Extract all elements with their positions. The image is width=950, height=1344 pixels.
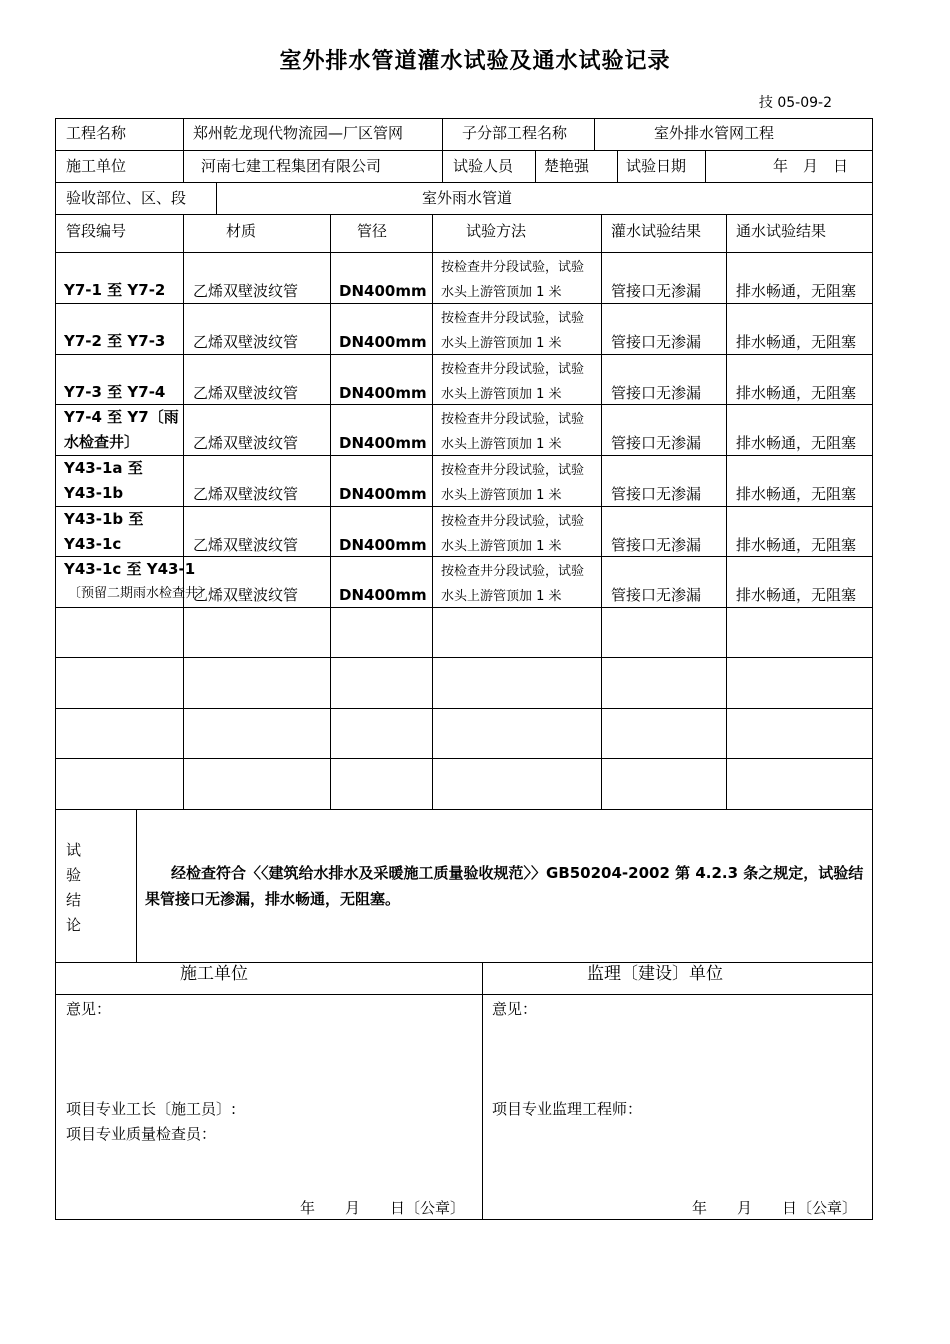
segment-id-line2: 水检查井〕 [64,433,140,451]
contractor-label: 施工单位 [66,157,127,175]
conclusion-label-char: 论 [66,916,82,934]
contractor-value: 河南七建工程集团有限公司 [201,157,382,175]
conclusion-label-char: 验 [66,866,82,884]
supervisor-opinion-label: 意见： [492,1000,538,1018]
segment-id-line2: Y43-1c [64,535,122,553]
segment-id-line1: Y43-1c 至 Y43-1 [64,560,196,578]
location-value: 室外雨水管道 [422,189,513,207]
method-line1: 按检查井分段试验，试验 [441,564,585,579]
flow-result-cell: 排水畅通，无阻塞 [736,586,857,604]
method-line2: 水头上游管顶加 1 米 [441,539,562,554]
rule [183,118,184,182]
method-line1: 按检查井分段试验，试验 [441,362,585,377]
conclusion-label [66,838,86,938]
method-line2: 水头上游管顶加 1 米 [441,285,562,300]
rule [55,150,873,151]
flow-result-cell: 排水畅通，无阻塞 [736,282,857,300]
method-line1: 按检查井分段试验，试验 [441,412,585,427]
flow-result-cell: 排水畅通，无阻塞 [736,384,857,402]
flow-result-cell: 排水畅通，无阻塞 [736,434,857,452]
contractor-date-seal: 年 月 日〔公章〕 [300,1199,466,1217]
project-name-label: 工程名称 [66,124,127,142]
segment-id-line2: Y7-2 至 Y7-3 [64,332,166,350]
method-line2: 水头上游管顶加 1 米 [441,589,562,604]
test-date-label: 试验日期 [626,157,687,175]
fill-result-cell: 管接口无渗漏 [611,434,702,452]
rule [55,455,873,456]
sub-project-value: 室外排水管网工程 [654,124,775,142]
rule [482,962,483,1220]
material-cell: 乙烯双壁波纹管 [193,586,299,604]
flow-result-cell: 排水畅通，无阻塞 [736,333,857,351]
method-line2: 水头上游管顶加 1 米 [441,488,562,503]
test-date-value: 年 月 日 [773,157,849,175]
conclusion-text: 经检查符合〈〈建筑给水排水及采暖施工质量验收规范〉〉GB50204-2002 第 4.2.3 条之规定，试验结果管接口无渗漏，排水畅通，无阻塞。 [145,864,864,908]
rule [55,252,873,253]
diameter-cell: DN400mm [339,282,427,300]
method-line2: 水头上游管顶加 1 米 [441,387,562,402]
diameter-cell: DN400mm [339,536,427,554]
supervisor-signature-label: 项目专业监理工程师： [492,1100,643,1118]
diameter-cell: DN400mm [339,485,427,503]
conclusion-label-char: 试 [66,841,82,859]
inspector-signature-label: 项目专业质量检查员： [66,1125,217,1143]
rule [55,758,873,759]
rule [442,118,443,182]
sub-project-label: 子分部工程名称 [462,124,568,142]
segment-id-line2: Y7-3 至 Y7-4 [64,383,166,401]
fill-result-cell: 管接口无渗漏 [611,586,702,604]
segment-id-line2: 〔预留二期雨水检查井〕 [68,586,212,601]
material-cell: 乙烯双壁波纹管 [193,384,299,402]
material-cell: 乙烯双壁波纹管 [193,333,299,351]
rule [55,214,873,215]
location-label: 验收部位、区、段 [66,189,187,207]
diameter-cell: DN400mm [339,333,427,351]
rule [55,708,873,709]
segment-id-line1: Y7-4 至 Y7〔雨 [64,408,179,426]
diameter-cell: DN400mm [339,434,427,452]
diameter-cell: DN400mm [339,586,427,604]
flow-result-cell: 排水畅通，无阻塞 [736,536,857,554]
fill-result-cell: 管接口无渗漏 [611,282,702,300]
rule [55,994,873,995]
rule [216,182,217,214]
rule [535,150,536,182]
segment-id-line2: Y7-1 至 Y7-2 [64,281,166,299]
column-header-segment: 管段编号 [66,222,127,240]
segment-id-line1: Y43-1b 至 [64,510,144,528]
column-header-method: 试验方法 [466,222,527,240]
fill-result-cell: 管接口无渗漏 [611,384,702,402]
rule [136,809,137,962]
rule [55,354,873,355]
tester-label: 试验人员 [453,157,514,175]
form-code: 技 05-09-2 [758,95,832,111]
fill-result-cell: 管接口无渗漏 [611,333,702,351]
project-name-value: 郑州乾龙现代物流园—厂区管网 [193,124,404,142]
supervisor-section-title: 监理〔建设〕单位 [587,964,723,984]
column-header-material: 材质 [226,222,257,240]
tester-value: 楚艳强 [544,157,590,175]
rule [617,150,618,182]
material-cell: 乙烯双壁波纹管 [193,536,299,554]
segment-id-line2: Y43-1b [64,484,124,502]
supervisor-date-seal: 年 月 日〔公章〕 [692,1199,858,1217]
rule [55,182,873,183]
diameter-cell: DN400mm [339,384,427,402]
flow-result-cell: 排水畅通，无阻塞 [736,485,857,503]
material-cell: 乙烯双壁波纹管 [193,434,299,452]
method-line2: 水头上游管顶加 1 米 [441,437,562,452]
method-line1: 按检查井分段试验，试验 [441,311,585,326]
rule [55,809,873,810]
fill-result-cell: 管接口无渗漏 [611,536,702,554]
rule [594,118,595,150]
rule [705,150,706,182]
rule [726,214,727,809]
column-header-diameter: 管径 [357,222,388,240]
foreman-signature-label: 项目专业工长〔施工员〕: [66,1100,237,1118]
rule [55,657,873,658]
fill-result-cell: 管接口无渗漏 [611,485,702,503]
method-line1: 按检查井分段试验，试验 [441,260,585,275]
method-line1: 按检查井分段试验，试验 [441,463,585,478]
rule [330,214,331,809]
rule [55,303,873,304]
contractor-opinion-label: 意见： [66,1000,112,1018]
contractor-section-title: 施工单位 [180,964,248,984]
rule [432,214,433,809]
column-header-flow-result: 通水试验结果 [736,222,827,240]
material-cell: 乙烯双壁波纹管 [193,485,299,503]
rule [601,214,602,809]
rule [55,962,873,963]
column-header-fill-result: 灌水试验结果 [611,222,702,240]
rule [55,506,873,507]
segment-id-line1: Y43-1a 至 [64,459,143,477]
method-line2: 水头上游管顶加 1 米 [441,336,562,351]
conclusion-label-char: 结 [66,891,82,909]
rule [55,607,873,608]
method-line1: 按检查井分段试验，试验 [441,514,585,529]
material-cell: 乙烯双壁波纹管 [193,282,299,300]
document-title: 室外排水管道灌水试验及通水试验记录 [279,49,671,74]
rule [183,214,184,809]
